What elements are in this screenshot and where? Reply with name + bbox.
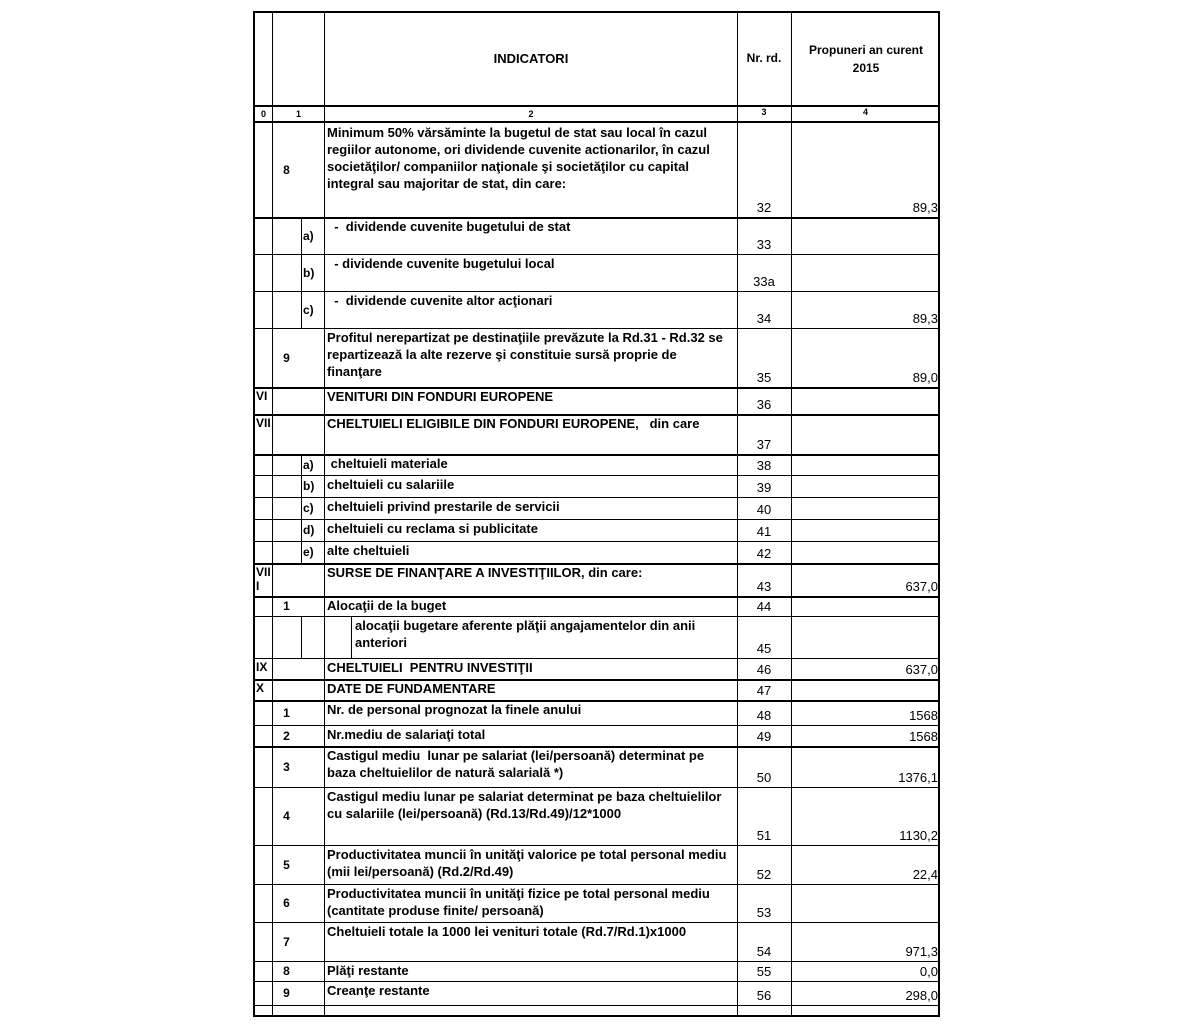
- proposal-value: 971,3: [905, 944, 938, 959]
- row-number: 8: [283, 163, 290, 177]
- proposal-value: 298,0: [905, 988, 938, 1003]
- indicator-label: Nr.mediu de salariaţi total: [327, 727, 486, 742]
- roman-index: X: [256, 681, 265, 695]
- row-letter: e): [303, 545, 314, 559]
- row-number: 8: [283, 964, 290, 978]
- indicator-label: Castigul mediu lunar pe salariat (lei/persoană) determinat pe baza cheltuielilor de natură salarială *): [327, 748, 708, 780]
- proposal-value: 1568: [909, 729, 938, 744]
- row-code: 46: [756, 662, 772, 677]
- budget-indicators-table: [253, 11, 940, 1017]
- indicator-label: Castigul mediu lunar pe salariat determinat pe baza cheltuielilor cu salariile (lei/persoană) (Rd.13/Rd.49)/12*1000: [327, 789, 726, 821]
- row-letter: a): [303, 457, 314, 472]
- row-number: 1: [283, 705, 290, 720]
- indicator-label: SURSE DE FINANŢARE A INVESTIŢIILOR, din care:: [327, 565, 643, 580]
- indicator-label: Creanţe restante: [327, 983, 430, 998]
- row-code: 50: [756, 770, 772, 785]
- proposal-value: 0,0: [919, 964, 938, 979]
- roman-index: VIII: [256, 565, 271, 593]
- row-letter: c): [303, 302, 314, 317]
- proposal-value: 1568: [909, 708, 938, 723]
- indicator-label: cheltuieli materiale: [327, 456, 448, 471]
- header-nr-rd: Nr. rd.: [746, 51, 782, 65]
- row-code: 54: [756, 944, 772, 959]
- row-letter: d): [303, 523, 315, 537]
- header-divider: [255, 121, 940, 123]
- proposal-value: 22,4: [912, 867, 938, 882]
- row-code: 42: [756, 546, 772, 561]
- roman-index: VII: [256, 416, 271, 430]
- row-number: 7: [283, 934, 290, 949]
- indicator-label: cheltuieli privind prestarile de servicii: [327, 499, 560, 514]
- indicator-label: cheltuieli cu reclama si publicitate: [327, 521, 538, 536]
- indicator-label: Profitul nerepartizat pe destinaţiile prevăzute la Rd.31 - Rd.32 se repartizează la alte rezerve şi constituie sursă proprie de finanţare: [327, 330, 727, 379]
- indicator-label: Productivitatea muncii în unităţi fizice pe total personal mediu (cantitate produse finite/ persoană): [327, 886, 714, 918]
- subcol-divider: [301, 616, 302, 658]
- header-divider: [255, 105, 940, 107]
- row-divider: [255, 1005, 940, 1006]
- row-code: 32: [756, 200, 772, 215]
- indicator-label: - dividende cuvenite altor acţionari: [327, 293, 553, 308]
- proposal-value: 1376,1: [898, 770, 938, 785]
- proposal-value: 637,0: [905, 579, 938, 594]
- row-code: 49: [756, 729, 772, 744]
- row-code: 33a: [753, 274, 775, 289]
- indicator-label: - dividende cuvenite bugetului de stat: [327, 219, 571, 234]
- row-number: 5: [283, 857, 290, 872]
- indicator-label: alocaţii bugetare aferente plăţii angajamentelor din anii anteriori: [355, 618, 699, 650]
- header-propuneri: Propuneri an curent 2015: [808, 43, 924, 75]
- row-letter: a): [303, 228, 314, 243]
- row-code: 53: [756, 905, 772, 920]
- subcol-divider: [301, 497, 302, 519]
- subcol-divider: [301, 454, 302, 475]
- indicator-label: DATE DE FUNDAMENTARE: [327, 681, 496, 696]
- row-letter: c): [303, 501, 314, 515]
- col-index-0: 0: [260, 109, 266, 119]
- indicator-label: Alocaţii de la buget: [327, 598, 447, 613]
- row-code: 51: [756, 828, 772, 843]
- row-code: 47: [756, 683, 772, 698]
- indicator-label: Nr. de personal prognozat la finele anului: [327, 702, 582, 717]
- subcol-divider: [301, 254, 302, 291]
- proposal-value: 1130,2: [899, 828, 938, 843]
- row-number: 9: [283, 986, 290, 1000]
- indicator-label: Plăţi restante: [327, 963, 409, 978]
- indicator-label: Productivitatea muncii în unităţi valorice pe total personal mediu (mii lei/persoană) (Rd.2/Rd.49): [327, 847, 731, 879]
- col-divider: [791, 13, 792, 1015]
- indicator-label: - dividende cuvenite bugetului local: [327, 256, 555, 271]
- header-indicatori: INDICATORI: [493, 51, 569, 66]
- row-code: 36: [756, 397, 772, 412]
- col-index-3: 3: [761, 107, 767, 117]
- row-code: 38: [756, 458, 772, 473]
- row-code: 33: [756, 237, 772, 252]
- row-code: 52: [756, 867, 772, 882]
- indicator-label: VENITURI DIN FONDURI EUROPENE: [327, 389, 554, 404]
- row-code: 45: [756, 641, 772, 656]
- proposal-value: 637,0: [905, 662, 938, 677]
- row-code: 48: [756, 708, 772, 723]
- row-letter: b): [303, 479, 315, 493]
- roman-index: IX: [256, 660, 268, 674]
- subcol-divider: [301, 217, 302, 254]
- row-code: 40: [756, 502, 772, 517]
- row-code: 55: [756, 964, 772, 979]
- row-code: 35: [756, 370, 772, 385]
- row-number: 9: [283, 350, 290, 365]
- row-code: 34: [756, 311, 772, 326]
- subcol-divider: [301, 475, 302, 497]
- indicator-label: Minimum 50% vărsăminte la bugetul de stat sau local în cazul regiilor autonome, ori dividende cuvenite actionarilor, în cazul societăţilor/ companiilor naţionale şi societăţilor cu capital integral sau majoritar de stat, din care:: [327, 125, 714, 191]
- indicator-label: CHELTUIELI ELIGIBILE DIN FONDURI EUROPENE, din care: [327, 416, 700, 431]
- subcol-divider: [301, 541, 302, 563]
- indicator-label: Cheltuieli totale la 1000 lei venituri totale (Rd.7/Rd.1)x1000: [327, 924, 687, 939]
- row-code: 44: [756, 599, 772, 614]
- row-number: 3: [283, 759, 290, 774]
- row-code: 41: [756, 524, 772, 539]
- proposal-value: 89,3: [912, 200, 938, 215]
- col-index-4: 4: [862, 107, 868, 117]
- row-letter: b): [303, 265, 315, 280]
- row-code: 39: [756, 480, 772, 495]
- indicator-label: CHELTUIELI PENTRU INVESTIŢII: [327, 660, 533, 675]
- indicator-label: cheltuieli cu salariile: [327, 477, 455, 492]
- row-number: 6: [283, 896, 290, 910]
- indicator-label: alte cheltuieli: [327, 543, 410, 558]
- row-code: 37: [756, 437, 772, 452]
- subcol-divider: [351, 616, 352, 658]
- col-index-1: 1: [295, 109, 301, 119]
- row-code: 56: [756, 988, 772, 1003]
- row-code: 43: [756, 579, 772, 594]
- proposal-value: 89,3: [912, 311, 938, 326]
- subcol-divider: [301, 291, 302, 328]
- col-index-2: 2: [528, 109, 534, 119]
- row-number: 4: [283, 809, 290, 823]
- roman-index: VI: [256, 389, 268, 403]
- proposal-value: 89,0: [912, 370, 938, 385]
- subcol-divider: [301, 519, 302, 541]
- row-number: 2: [283, 728, 290, 743]
- row-number: 1: [283, 599, 290, 613]
